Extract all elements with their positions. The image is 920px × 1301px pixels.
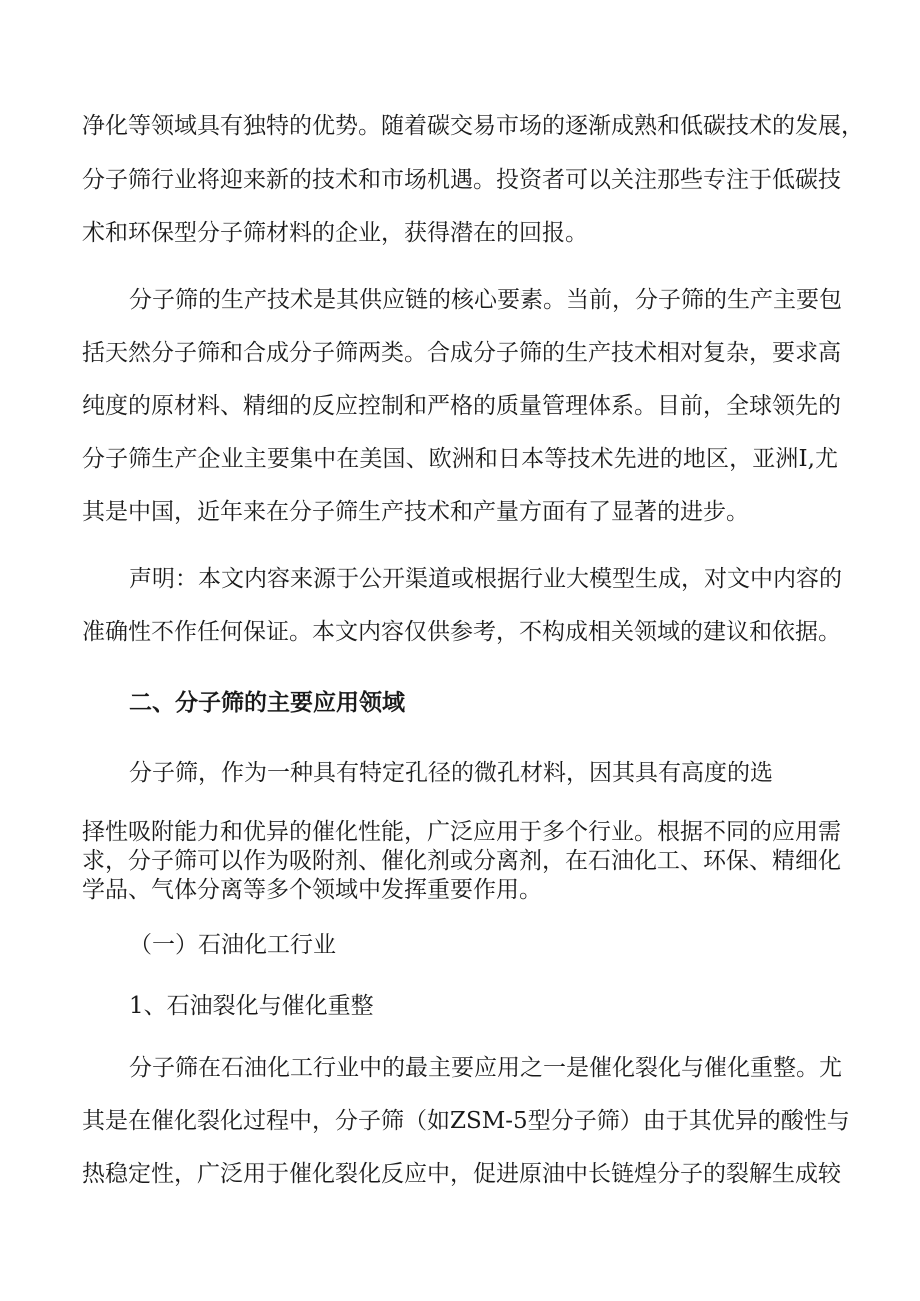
paragraph-line: 求，分子筛可以作为吸附剂、催化剂或分离剂，在石油化工、环保、精细化 xyxy=(82,848,841,874)
paragraph-line: 分子筛生产企业主要集中在美国、欧洲和日本等技术先进的地区，亚洲I,尤 xyxy=(82,446,838,472)
paragraph-line: 其是在催化裂化过程中，分子筛（如ZSM-5型分子筛）由于其优异的酸性与 xyxy=(82,1108,850,1134)
disclaimer-line: 声明：本文内容来源于公开渠道或根据行业大模型生成，对文中内容的 xyxy=(129,566,842,592)
disclaimer-line: 准确性不作任何保证。本文内容仅供参考，不构成相关领域的建议和依据。 xyxy=(82,619,841,645)
paragraph-line: 分子筛的生产技术是其供应链的核心要素。当前，分子筛的生产主要包 xyxy=(129,287,842,313)
paragraph-line: 学品、气体分离等多个领域中发挥重要作用。 xyxy=(82,877,542,903)
paragraph-line: 净化等领域具有独特的优势。随着碳交易市场的逐渐成熟和低碳技术的发展， xyxy=(82,113,864,139)
paragraph-line: 术和环保型分子筛材料的企业，获得潜在的回报。 xyxy=(82,220,588,246)
paragraph-line: 热稳定性，广泛用于催化裂化反应中，促进原油中长链煌分子的裂解生成较 xyxy=(82,1161,841,1187)
paragraph-line: 分子筛在石油化工行业中的最主要应用之一是催化裂化与催化重整。尤 xyxy=(129,1055,842,1081)
subsection-heading: （一）石油化工行业 xyxy=(129,932,336,958)
item-heading: 1、石油裂化与催化重整 xyxy=(129,993,374,1019)
paragraph-line: 分子筛行业将迎来新的技术和市场机遇。投资者可以关注那些专注于低碳技 xyxy=(82,167,841,193)
paragraph-line: 分子筛，作为一种具有特定孔径的微孔材料，因其具有高度的选 xyxy=(129,760,773,786)
paragraph-line: 括天然分子筛和合成分子筛两类。合成分子筛的生产技术相对复杂，要求高 xyxy=(82,340,841,366)
section-heading: 二、分子筛的主要应用领域 xyxy=(129,689,405,716)
paragraph-line: 其是中国，近年来在分子筛生产技术和产量方面有了显著的进步。 xyxy=(82,499,749,525)
paragraph-line: 择性吸附能力和优异的催化性能，广泛应用于多个行业。根据不同的应用需 xyxy=(82,819,841,845)
paragraph-line: 纯度的原材料、精细的反应控制和严格的质量管理体系。目前，全球领先的 xyxy=(82,393,841,419)
